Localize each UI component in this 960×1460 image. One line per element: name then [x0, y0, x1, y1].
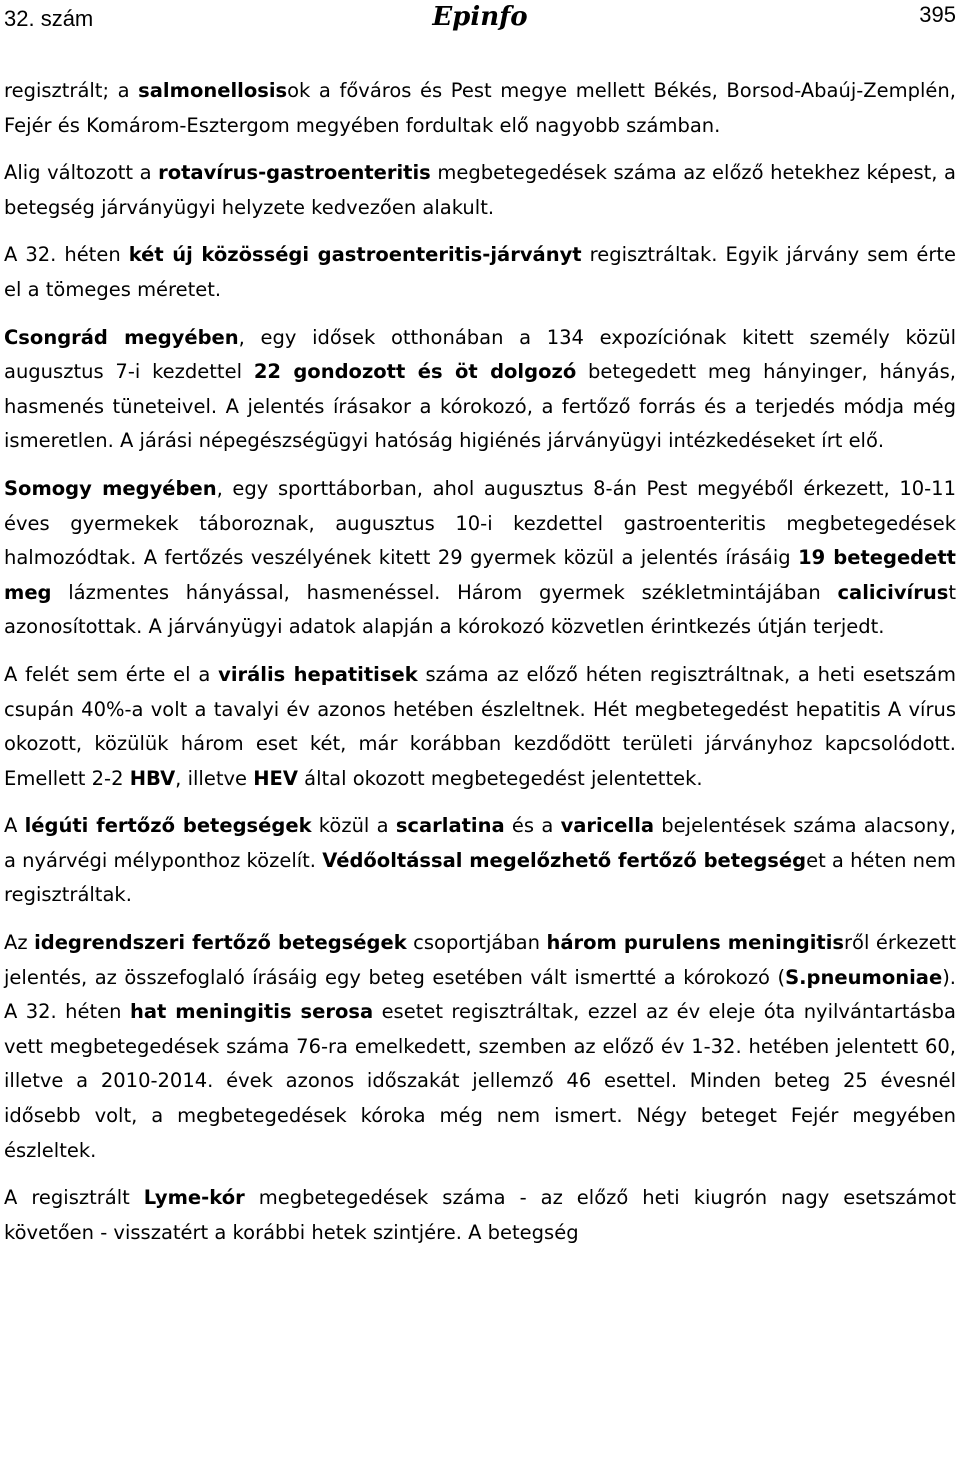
bold-text-run: Csongrád megyében [4, 325, 239, 349]
text-run: csoportjában [406, 931, 547, 955]
text-run: száma az előző héten regisztráltnak, a heti esetszám csupán 40%-a volt a tavalyi év azonos hetében észleltnek. Hét megbetegedést hepatitis A vírus okozott, közülük három eset két, már korábban kezdődött területi járványhoz kapcsolódott. Emellett 2-2 [4, 662, 956, 790]
text-run: közül a [311, 814, 396, 838]
text-run: lázmentes hányással, hasmenéssel. Három gyermek székletmintájában [51, 580, 838, 604]
page-number: 395 [919, 2, 956, 27]
paragraph [4, 809, 956, 913]
paragraph [4, 1181, 956, 1250]
article-body [4, 74, 956, 1263]
paragraph [4, 658, 956, 796]
text-run: , egy sporttáborban, ahol augusztus 8-án Pest megyéből érkezett, 10-11 éves gyermekek táboroznak, augusztus 10-i kezdettel gastroenteritis megbetegedések halmozódtak. A fertőzés veszélyének kitett 29 gyermek közül a jelentés írásáig [4, 476, 956, 570]
brand-logo: Epinfo [432, 2, 528, 32]
bold-text-run: hat meningitis serosa [129, 1000, 374, 1024]
bold-text-run: rotavírus-gastroenteritis [158, 161, 431, 185]
bold-text-run: varicella [560, 814, 655, 838]
bold-text-run: salmonellosis [138, 79, 288, 102]
bold-text-run: légúti fertőző betegségek [24, 814, 312, 838]
text-run: és a [504, 814, 561, 838]
bold-text-run: Somogy megyében [4, 476, 217, 500]
text-run: megbetegedések száma - az előző heti kiugrón nagy esetszámot követően - visszatért a korábbi hetek szintjére. A betegség [4, 1186, 956, 1244]
text-run: ok a főváros és Pest megye mellett Békés, Borsod-Abaúj-Zemplén, Fejér és Komárom-Esztergom megyében fordultak elő nagyobb számban. [4, 79, 956, 137]
bold-text-run: calicivírus [837, 580, 949, 604]
text-run: A felét sem érte el a [4, 662, 219, 686]
bold-text-run: idegrendszeri fertőző betegségek [34, 931, 407, 955]
bold-text-run: virális hepatitisek [218, 662, 418, 686]
paragraph [4, 926, 956, 1168]
page-header [0, 0, 960, 44]
text-run: , egy idősek otthonában a 134 expozíciónak kitett személy közül augusztus 7-i kezdettel [4, 325, 956, 384]
text-run: regisztráltak. Egyik járvány sem érte el a tömeges méretet. [4, 243, 956, 301]
bold-text-run: Védőoltással megelőzhető fertőző betegség [322, 848, 807, 872]
bold-text-run: HEV [253, 766, 298, 790]
bold-text-run: scarlatina [395, 814, 505, 838]
bold-text-run: két új közösségi gastroenteritis-járványt [128, 243, 582, 267]
paragraph [4, 321, 956, 459]
bold-text-run: Lyme-kór [143, 1186, 245, 1210]
text-run: A 32. héten [4, 243, 129, 267]
text-run: betegedett meg hányinger, hányás, hasmenés tüneteivel. A jelentés írásakor a kórokozó, a fertőző forrás és a terjedés módja még ismeretlen. A járási népegészségügyi hatóság higiénés járványügyi intézkedéseket írt elő. [4, 360, 956, 453]
text-run: t azonosítottak. A járványügyi adatok alapján a kórokozó közvetlen érintkezés útján terjedt. [4, 580, 956, 639]
text-run: Az [4, 931, 35, 955]
bold-text-run: három purulens meningitis [546, 931, 844, 955]
text-run: , illetve [175, 766, 254, 790]
paragraph [4, 472, 956, 645]
bold-text-run: 19 betegedett meg [4, 546, 956, 604]
text-run: ről érkezett jelentés, az összefoglaló írásáig egy beteg esetében vált ismertté a kórokozó ( [4, 931, 956, 989]
bold-text-run: HBV [129, 766, 176, 790]
text-run: bejelentések száma alacsony, a nyárvégi mélyponthoz közelít. [4, 814, 956, 872]
text-run: et a héten nem regisztráltak. [4, 848, 956, 907]
text-run: A regisztrált [4, 1186, 144, 1210]
text-run: megbetegedések száma az előző hetekhez képest, a betegség járványügyi helyzete kedvezően alakult. [4, 161, 956, 219]
paragraph [4, 156, 956, 225]
issue-number: 32. szám [4, 6, 94, 31]
paragraph [4, 74, 956, 143]
text-run: A [4, 814, 25, 838]
text-run: ). A 32. héten [4, 965, 956, 1024]
text-run: esetet regisztráltak, ezzel az év eleje óta nyilvántartásba vett megbetegedések száma 76-ra emelkedett, szemben az előző év 1-32. hetében jelentett 60, illetve a 2010-2014. évek azonos időszakát jellemző 46 esettel. Minden beteg 25 évesnél idősebb volt, a megbetegedések kóroka még nem ismert. Négy beteget Fejér megyében észleltek. [4, 1000, 956, 1162]
text-run: által okozott megbetegedést jelentettek. [297, 766, 703, 790]
bold-text-run: S.pneumoniae [785, 965, 943, 989]
text-run: Alig változott a [4, 161, 159, 185]
text-run: regisztrált; a [4, 79, 139, 102]
bold-text-run: 22 gondozott és öt dolgozó [253, 360, 577, 384]
paragraph [4, 238, 956, 307]
